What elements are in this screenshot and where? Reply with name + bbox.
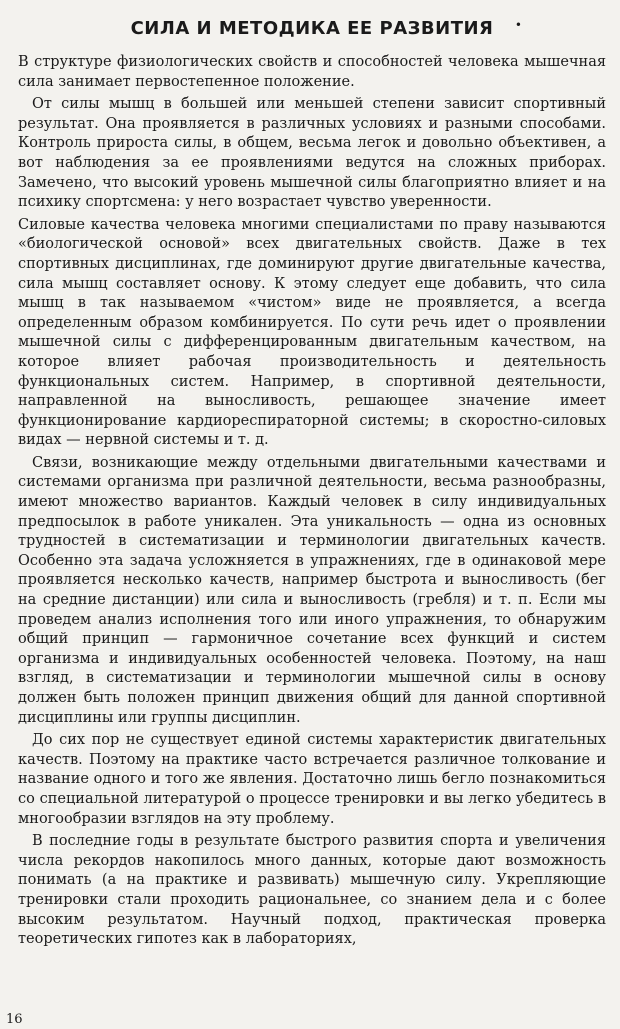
page-number: 16 <box>6 1012 23 1027</box>
paragraph-6: В последние годы в результате быстрого развития спорта и увеличения числа рекордов накопилось много данных, которые дают возможность понимать (а на практике и развивать) мышечную силу. Укрепляющие тренировки стали проходить рациональнее, со знанием дела и с более высоким результатом. Научный подход, практическая проверка теоретических гипотез как в лабораториях, <box>18 833 606 948</box>
paragraph-4: Связи, возникающие между отдельными двигательными качествами и системами организма при различной деятельности, весьма разнообразны, имеют множество вариантов. Каждый человек в силу индивидуальных предпосылок в работе уникален. Эта уникальность — одна из основных трудностей в систематизации и терминологии двигательных качеств. Особенно эта задача усложняется в упражнениях, где в одинаковой мере проявляется несколько качеств, например быстрота и выносливость (бег на средние дистанции) или сила и выносливость (гребля) и т. п. Если мы проведем анализ исполнения того или иного упражнения, то обнаружим общий принцип — гармоничное сочетание всех функций и систем организма и индивидуальных особенностей человека. Поэтому, на наш взгляд, в систематизации и терминологии мышечной силы в основу должен быть положен принцип движения общий для данной спортивной дисциплины или группы дисциплин. <box>18 454 606 726</box>
paragraph-2: От силы мышц в большей или меньшей степени зависит спортивный результат. Она проявляется в различных условиях и разными способами. Контроль прироста силы, в общем, весьма легок и довольно объективен, а вот наблюдения за ее проявлениями ведутся на сложных приборах. Замечено, что высокий уровень мышечной силы благоприятно влияет и на психику спортсмена: у него возрастает чувство уверенности. <box>18 96 606 211</box>
paragraph-5: До сих пор не существует единой системы характеристик двигательных качеств. Поэтому на практике часто встречается различное толкование и название одного и того же явления. Достаточно лишь бегло познакомиться со специальной литературой о процессе тренировки и вы легко убедитесь в многообразии взглядов на эту проблему. <box>18 732 606 827</box>
paragraph-3: Силовые качества человека многими специалистами по праву называются «биологической основой» всех двигательных свойств. Даже в тех спортивных дисциплинах, где доминируют другие двигательные качества, сила мышц составляет основу. К этому следует еще добавить, что сила мышц в так называемом «чистом» виде не проявляется, а всегда определенным образом комбинируется. По сути речь идет о проявлении мышечной силы с дифференцированным двигательным качеством, на которое влияет рабочая производительность и деятельность функциональных систем. Например, в спортивной деятельности, направленной на выносливость, решающее значение имеет функционирование кардиореспираторной системы; в скоростно-силовых видах — нервной системы и т. д. <box>18 216 606 449</box>
paragraph-1: В структуре физиологических свойств и способностей человека мышечная сила занимает первостепенное положение. <box>18 54 606 90</box>
page-title: СИЛА И МЕТОДИКА ЕЕ РАЗВИТИЯ <box>130 18 494 39</box>
print-speck: • <box>514 18 522 32</box>
body-text <box>18 53 606 950</box>
